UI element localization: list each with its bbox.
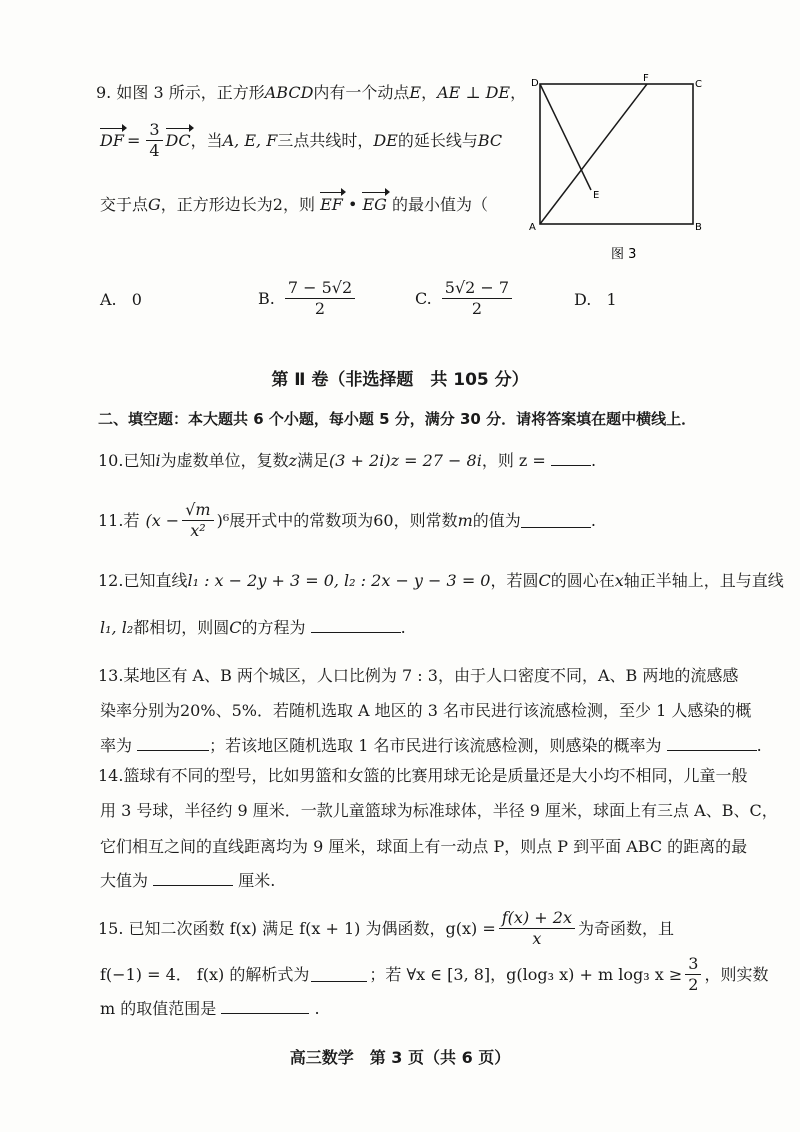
q9-line1 [96, 82, 526, 104]
q10-text: 为虚数单位，复数 [160, 451, 289, 470]
q14-line1: 14.篮球有不同的型号，比如男篮和女篮的比赛用球无论是质量还是大小均不相同，儿童一般 [98, 766, 748, 785]
label-c: C [695, 79, 702, 90]
square-abcd [540, 84, 693, 224]
q15-line3 [100, 998, 320, 1020]
vector-ef: EF [320, 195, 343, 214]
answer-blank[interactable] [311, 968, 367, 982]
fraction-three-quarters [146, 120, 162, 161]
q11-text: 展开式中的常数项为60，则常数 [229, 510, 458, 530]
q9-text: 交于点 [100, 195, 149, 214]
q9-math: E [409, 83, 422, 102]
answer-blank[interactable] [221, 1000, 309, 1014]
q15-text: ，则实数 [704, 964, 769, 984]
frac-num: 5√2 − 7 [442, 278, 512, 299]
q14-text: 厘米. [238, 871, 276, 890]
answer-blank[interactable] [311, 619, 401, 633]
q9-math: ABCD [264, 83, 314, 102]
q9-text: ， [421, 83, 438, 102]
q10 [98, 450, 596, 472]
q11-text: 的值为 [472, 510, 521, 530]
figure-3-square-diagram [525, 72, 715, 272]
q12-text: 12.已知直线 [98, 571, 188, 590]
q12-math: C [229, 618, 242, 637]
q10-text: . [590, 451, 597, 470]
frac-num: 7 − 5√2 [285, 278, 355, 299]
label-b: B [695, 222, 702, 233]
q9-math: BC [477, 130, 503, 150]
vector-df: DF [100, 130, 124, 150]
q13-text: 率为 [100, 736, 133, 755]
q9-text: ，正方形边长为2，则 [160, 195, 315, 214]
q9-text: 的最小值为（ [392, 195, 489, 214]
option-label: A. [100, 290, 117, 309]
q12-math: l₁, l₂ [100, 618, 134, 637]
vector-eg: EG [362, 195, 387, 214]
option-c-fraction [442, 278, 512, 319]
label-f: F [643, 73, 649, 84]
option-label: D. [574, 290, 592, 309]
segment-de [540, 84, 591, 190]
q10-math: z [288, 451, 298, 470]
q12-text: 轴正半轴上，且与直线 [623, 571, 784, 590]
answer-blank[interactable] [667, 737, 757, 751]
segment-af [540, 84, 647, 224]
q11-text: . [590, 510, 596, 530]
q12-line2 [100, 617, 406, 639]
dot-product-symbol: • [347, 195, 358, 214]
q9-text: 内有一个动点 [313, 83, 410, 102]
q9-text: 三点共线时， [277, 130, 374, 150]
q13-text: ；若该地区随机选取 1 名市民进行该流感检测，则感染的概率为 [209, 736, 662, 755]
q12-math: C [538, 571, 551, 590]
q9-math: DE [373, 130, 398, 150]
frac-num: 3 [685, 954, 701, 975]
option-b-fraction [285, 278, 355, 319]
q9-math: AE ⊥ DE [437, 83, 511, 102]
q9-number: 9. [96, 83, 112, 102]
q14-line3: 它们相互之间的直线距离均为 9 厘米，球面上有一动点 P，则点 P 到平面 ABC 的距离的最 [100, 837, 748, 856]
frac-den: 4 [149, 141, 160, 160]
q14-text: 大值为 [100, 871, 149, 890]
option-label: B. [258, 289, 275, 308]
q9-line3 [100, 194, 488, 216]
q9-math: G [148, 195, 161, 214]
q14-line2: 用 3 号球，半径约 9 厘米．一款儿童篮球为标准球体，半径 9 厘米，球面上有三点 A、B、C， [100, 801, 778, 820]
answer-blank[interactable] [551, 452, 591, 466]
q12-line1 [98, 570, 784, 592]
frac-num: 3 [146, 120, 162, 141]
q15-line1 [98, 908, 674, 949]
q9-equals: = [126, 130, 141, 150]
q13-line3 [100, 735, 762, 757]
q11 [98, 500, 596, 541]
q15-text: . [314, 999, 320, 1018]
q11-math: )⁶ [216, 510, 230, 530]
q12-text: 的圆心在 [550, 571, 615, 590]
q10-text: ，则 z = [481, 451, 546, 470]
q12-math: x [614, 571, 624, 590]
option-d [574, 290, 617, 309]
q15-text: 15. 已知二次函数 f(x) 满足 f(x + 1) 为偶函数，g(x) = [98, 918, 496, 938]
section-heading: 二、填空题：本大题共 6 个小题，每小题 5 分，满分 30 分．请将答案填在题中横线上． [98, 410, 697, 428]
option-label: C. [415, 289, 432, 308]
q11-math: m [457, 510, 473, 530]
option-value: 1 [606, 290, 617, 309]
q13-line1: 13.某地区有 A、B 两个城区，人口比例为 7 : 3，由于人口密度不同，A、B 两地的流感感 [98, 666, 739, 685]
q14-line4 [100, 870, 275, 892]
vector-dc: DC [165, 130, 191, 150]
q9-line2 [100, 120, 502, 161]
q12-math: l₁ : x − 2y + 3 = 0, l₂ : 2x − y − 3 = 0 [187, 571, 491, 590]
q11-fraction [182, 500, 213, 541]
answer-blank[interactable] [521, 514, 591, 528]
option-a [100, 290, 142, 309]
q9-text: 如图 3 所示，正方形 [116, 83, 265, 102]
option-b [258, 278, 358, 319]
q10-text: 10.已知 [98, 451, 156, 470]
q12-text: ，若圆 [490, 571, 539, 590]
frac-num: f(x) + 2x [499, 908, 575, 929]
q15-text: 为奇函数，且 [577, 918, 674, 938]
answer-blank[interactable] [153, 872, 233, 886]
q10-math: i [155, 451, 161, 470]
label-e: E [593, 190, 600, 201]
q12-text: . [400, 618, 406, 637]
q9-text: ， [510, 83, 527, 102]
option-c [415, 278, 515, 319]
answer-blank[interactable] [137, 737, 209, 751]
q15-text: f(−1) = 4． f(x) 的解析式为 [100, 964, 310, 984]
q15-fraction-g [499, 908, 575, 949]
part-2-title: 第 Ⅱ 卷（非选择题 共 105 分） [271, 370, 529, 390]
q15-text: ；若 ∀x ∈ [3, 8]，g(log₃ x) + m log₃ x ≥ [369, 964, 683, 984]
frac-num: √m [182, 500, 213, 521]
q9-text: 的延长线与 [397, 130, 478, 150]
q11-math: (x − [145, 510, 180, 530]
frac-den: 2 [314, 299, 326, 318]
q13-text: . [756, 736, 762, 755]
q12-text: 的方程为 [241, 618, 306, 637]
label-a: A [529, 222, 536, 233]
q12-text: 都相切，则圆 [133, 618, 230, 637]
page-footer: 高三数学 第 3 页（共 6 页） [289, 1048, 511, 1067]
q15-fraction-three-halves [685, 954, 701, 995]
q15-line2 [100, 954, 768, 995]
frac-den: x [532, 929, 542, 948]
q9-math: A, E, F [222, 130, 278, 150]
figure-caption: 图 3 [611, 247, 637, 262]
q10-math: (3 + 2i)z = 27 − 8i [329, 451, 482, 470]
frac-den: 2 [471, 299, 483, 318]
option-value: 0 [131, 290, 142, 309]
frac-den: 2 [688, 975, 699, 994]
label-d: D [531, 78, 539, 89]
q13-line2: 染率分别为20%、5%．若随机选取 A 地区的 3 名市民进行该流感检测，至少 1 人感染的概 [100, 701, 752, 720]
q15-text: m 的取值范围是 [100, 999, 217, 1018]
frac-den: x² [190, 521, 206, 540]
q9-text: ，当 [190, 130, 223, 150]
q11-text: 11.若 [98, 510, 140, 530]
q10-text: 满足 [297, 451, 330, 470]
